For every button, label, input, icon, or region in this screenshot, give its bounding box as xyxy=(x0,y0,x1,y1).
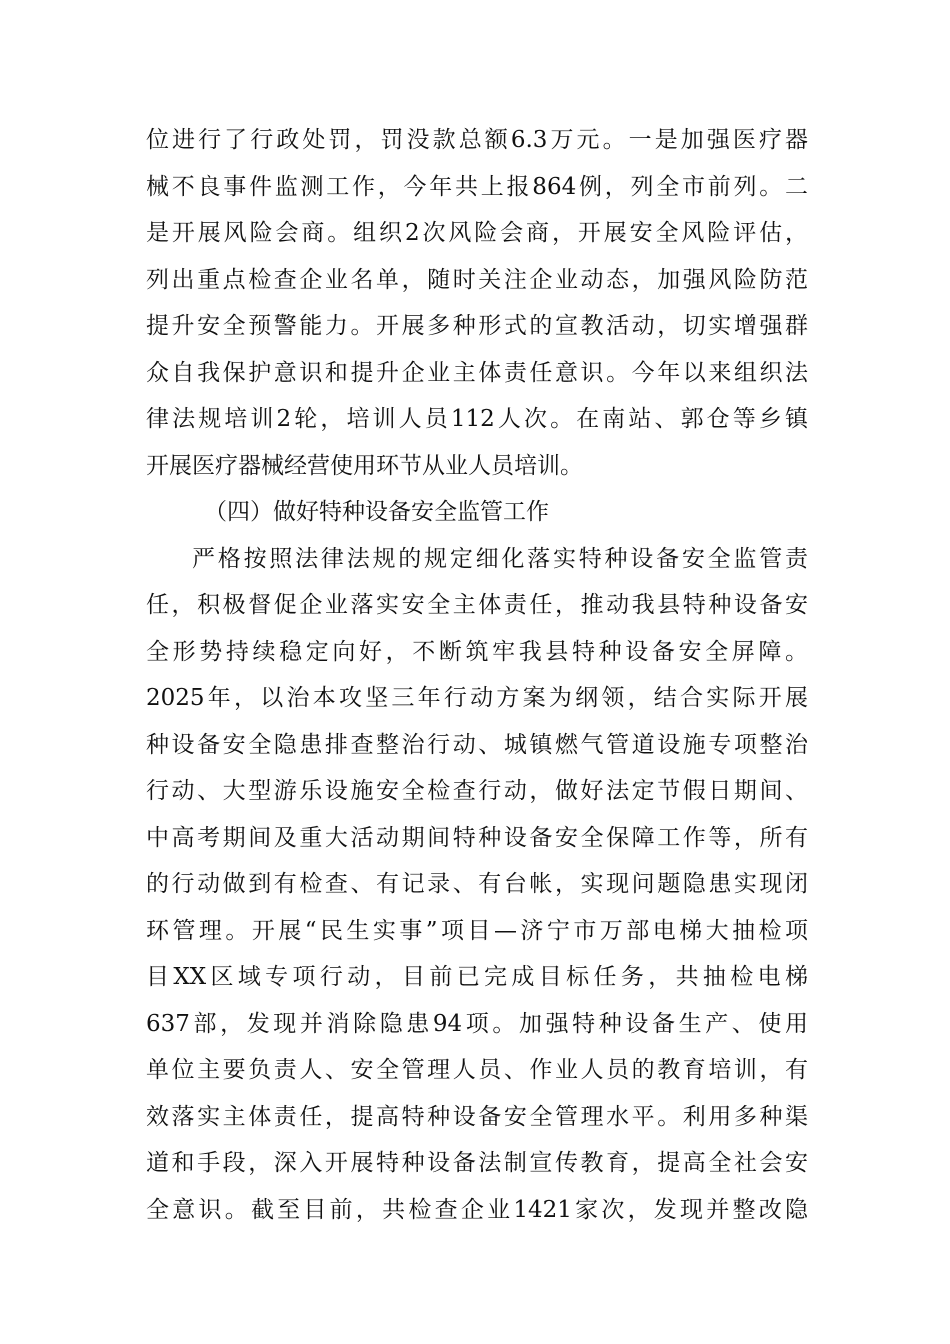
text-line: 提升安全预警能力。开展多种形式的宣教活动，切实增强群 xyxy=(146,313,808,339)
paragraph-first-line: 严格按照法律法规的规定细化落实特种设备安全监管责 xyxy=(192,545,808,572)
text-line: 种设备安全隐患排查整治行动、城镇燃气管道设施专项整治 xyxy=(146,731,808,758)
text-line: 637部，发现并消除隐患94项。加强特种设备生产、使用 xyxy=(146,1010,808,1037)
text-line: 众自我保护意识和提升企业主体责任意识。今年以来组织法 xyxy=(146,359,808,386)
text-line: 目XX区域专项行动，目前已完成目标任务，共抽检电梯 xyxy=(146,964,808,990)
text-line: 列出重点检查企业名单，随时关注企业动态，加强风险防范 xyxy=(146,266,808,293)
text-line: 械不良事件监测工作，今年共上报864例，列全市前列。二 xyxy=(146,173,808,200)
text-line: 环管理。开展“民生实事”项目—济宁市万部电梯大抽检项 xyxy=(146,917,808,944)
text-line: 单位主要负责人、安全管理人员、作业人员的教育培训，有 xyxy=(146,1057,808,1083)
text-line: 全意识。截至目前，共检查企业1421家次，发现并整改隐 xyxy=(146,1196,808,1223)
text-line: 行动、大型游乐设施安全检查行动，做好法定节假日期间、 xyxy=(146,778,808,804)
text-line: 道和手段，深入开展特种设备法制宣传教育，提高全社会安 xyxy=(146,1150,808,1176)
text-line: 中高考期间及重大活动期间特种设备安全保障工作等，所有 xyxy=(146,824,808,851)
text-line: 的行动做到有检查、有记录、有台帐，实现问题隐患实现闭 xyxy=(146,871,808,897)
document-body xyxy=(146,117,808,1233)
text-line: 2025年，以治本攻坚三年行动方案为纲领，结合实际开展 xyxy=(146,685,808,711)
text-line: 律法规培训2轮，培训人员112人次。在南站、郭仓等乡镇 xyxy=(146,406,808,432)
text-line: 效落实主体责任，提高特种设备安全管理水平。利用多种渠 xyxy=(146,1103,808,1130)
text-line: 位进行了行政处罚，罚没款总额6.3万元。一是加强医疗器 xyxy=(146,127,808,153)
text-line: 任，积极督促企业落实安全主体责任，推动我县特种设备安 xyxy=(146,592,808,618)
text-line: 是开展风险会商。组织2次风险会商，开展安全风险评估， xyxy=(146,220,808,246)
section-heading: （四）做好特种设备安全监管工作 xyxy=(204,499,549,525)
paragraph-end-line: 开展医疗器械经营使用环节从业人员培训。 xyxy=(146,452,583,479)
text-line: 全形势持续稳定向好，不断筑牢我县特种设备安全屏障。 xyxy=(146,638,808,665)
